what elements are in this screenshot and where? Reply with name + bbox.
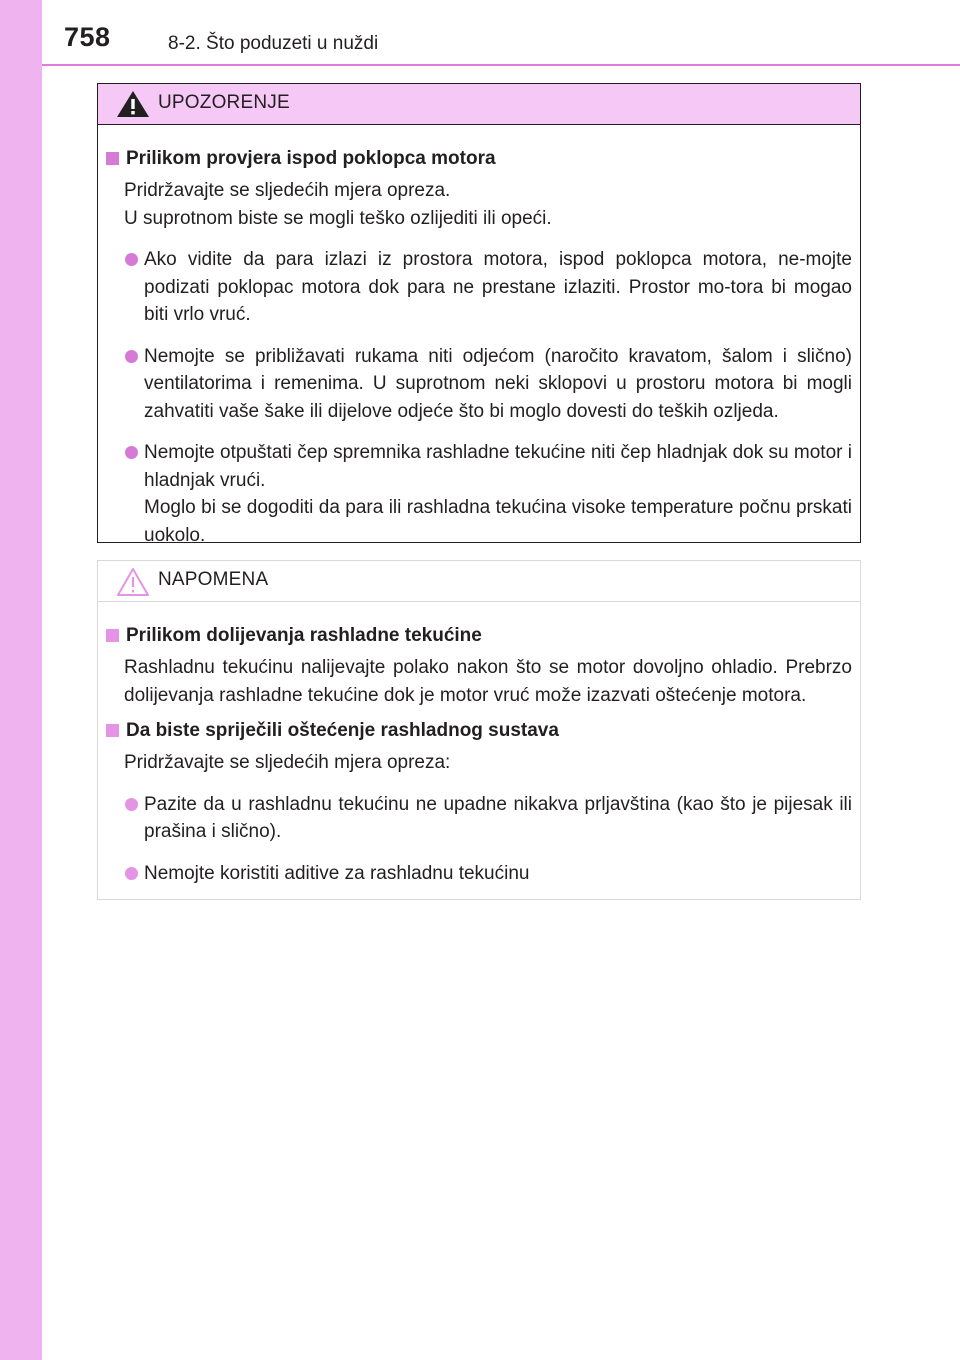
warning-section-heading	[104, 145, 852, 173]
round-bullet-icon	[125, 446, 138, 459]
warning-bullet-3-line-2: Moglo bi se dogoditi da para ili rashladna tekućina visoke temperature počnu prskati uokolo.	[144, 497, 852, 546]
warning-bullet-1-text: Ako vidite da para izlazi iz prostora motora, ispod poklopca motora, ne-mojte podizati poklopac motora dok para ne prestane izlaziti. Prostor mo-tora bi mogao biti vrlo vruć.	[144, 249, 852, 325]
warning-box-header	[98, 84, 860, 125]
notice-section-heading-1	[104, 622, 852, 650]
header-rule	[42, 64, 960, 66]
side-tab-strip	[0, 0, 42, 1360]
warning-triangle-filled-icon	[116, 90, 150, 118]
round-bullet-icon	[125, 350, 138, 363]
warning-triangle-outline-icon	[116, 567, 150, 597]
notice-section-heading-2	[104, 717, 852, 745]
notice-box-body	[98, 602, 860, 887]
notice-box-title: NAPOMENA	[158, 569, 269, 590]
notice-box	[97, 560, 861, 900]
notice-bullet-1	[104, 791, 852, 846]
warning-bullet-3-line-1: Nemojte otpuštati čep spremnika rashladne tekućine niti čep hladnjak dok su motor i hladnjak vrući.	[144, 442, 852, 491]
square-bullet-icon	[106, 724, 119, 737]
warning-box-title: UPOZORENJE	[158, 92, 290, 113]
warning-box	[97, 83, 861, 546]
square-bullet-icon	[106, 629, 119, 642]
warning-intro-line-1: Pridržavajte se sljedećih mjera opreza.	[124, 180, 451, 201]
round-bullet-icon	[125, 867, 138, 880]
notice-bullet-1-text: Pazite da u rashladnu tekućinu ne upadne nikakva prljavština (kao što je pijesak ili prašina i slično).	[144, 793, 852, 842]
square-bullet-icon	[106, 152, 119, 165]
notice-paragraph-1: Rashladnu tekućinu nalijevajte polako nakon što se motor dovoljno ohladio. Prebrzo dolijevanja rashladne tekućine dok je motor vruć može izazvati oštećenje motora.	[124, 657, 852, 706]
notice-box-header	[98, 561, 860, 602]
warning-bullet-2	[104, 343, 852, 426]
warning-intro-line-2: U suprotnom biste se mogli teško ozlijediti ili opeći.	[124, 207, 552, 229]
warning-bullet-1	[104, 246, 852, 329]
warning-bullet-3	[104, 439, 852, 549]
page-number: 758	[64, 22, 111, 52]
warning-bullet-2-text: Nemojte se približavati rukama niti odjećom (naročito kravatom, šalom i slično) ventilatorima i remenima. U suprotnom neki sklopovi u prostoru motora bi mogli zahvatiti vaše šake ili dijelove odjeće što bi moglo dovesti do teških ozljeda.	[144, 345, 852, 422]
round-bullet-icon	[125, 798, 138, 811]
notice-bullet-2-text: Nemojte koristiti aditive za rashladnu tekućinu	[144, 862, 530, 884]
warning-box-body	[98, 125, 860, 549]
notice-heading-2-text: Da biste spriječili oštećenje rashladnog sustava	[126, 720, 559, 741]
notice-heading-1-text: Prilikom dolijevanja rashladne tekućine	[126, 625, 482, 646]
notice-bullet-2	[104, 860, 852, 888]
warning-heading-text: Prilikom provjera ispod poklopca motora	[126, 148, 496, 169]
notice-paragraph-2: Pridržavajte se sljedećih mjera opreza:	[124, 752, 451, 773]
section-title: 8-2. Što poduzeti u nuždi	[168, 33, 379, 54]
round-bullet-icon	[125, 253, 138, 266]
